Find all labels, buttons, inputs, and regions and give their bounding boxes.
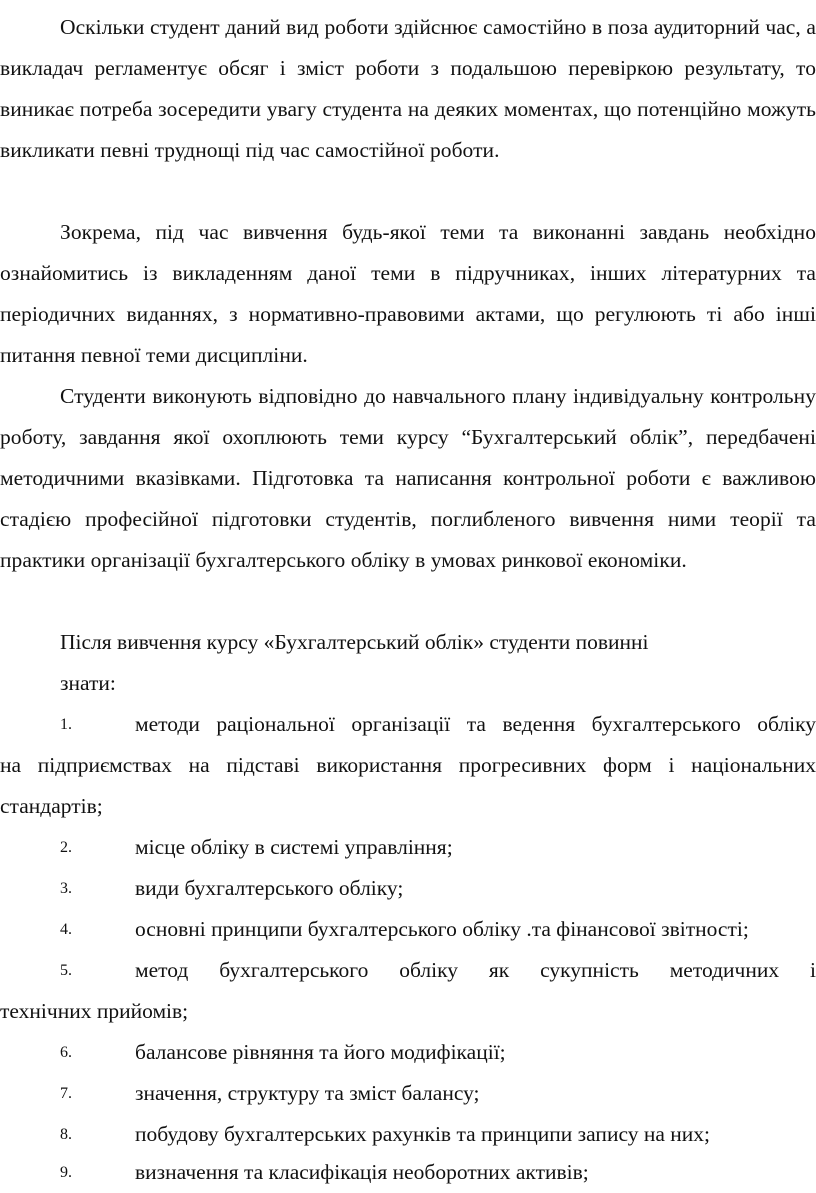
list-text: види бухгалтерського обліку;: [135, 876, 404, 900]
list-item: [0, 1152, 816, 1193]
list-text: місце обліку в системі управління;: [135, 835, 453, 859]
list-number: 1.: [60, 716, 72, 733]
paragraph-1: Оскільки студент даний вид роботи здійснює самостійно в поза аудиторний час, а викладач регламентує обсяг і зміст роботи з подальшою перевіркою результату, то виникає потреба зосередити увагу студента на деяких моментах, що потенційно можуть викликати певні труднощі під час самостійної роботи.: [0, 15, 816, 162]
paragraph-4: Після вивчення курсу «Бухгалтерський облік» студенти повинні: [60, 630, 649, 654]
list-number: 8.: [60, 1126, 72, 1143]
list-number: 4.: [60, 921, 72, 938]
list-text: методи раціональної організації та ведення бухгалтерського обліку: [135, 712, 816, 736]
list-item: [0, 1032, 816, 1073]
list-text: метод бухгалтерського обліку як сукупність методичних і: [135, 958, 816, 982]
paragraph-5: знати:: [60, 671, 116, 695]
list-text: балансове рівняння та його модифікації;: [135, 1040, 506, 1064]
list-text: основні принципи бухгалтерського обліку .та фінансової звітності;: [135, 917, 749, 941]
paragraph-3: Студенти виконують відповідно до навчального плану індивідуальну контрольну роботу, завдання якої охоплюють теми курсу “Бухгалтерський облік”, передбачені методичними вказівками. Підготовка та написання контрольної роботи є важливою стадією професійної підготовки студентів, поглибленого вивчення ними теорії та практики організації бухгалтерського обліку в умовах ринкової економіки.: [0, 384, 816, 572]
list-number: 5.: [60, 962, 72, 979]
list-item: [0, 1073, 816, 1114]
list-item: [0, 950, 816, 1032]
list-text: визначення та класифікація необоротних активів;: [135, 1160, 589, 1184]
paragraph-2: Зокрема, під час вивчення будь-якої теми та виконанні завдань необхідно ознайомитись із викладенням даної теми в підручниках, інших літературних та періодичних виданнях, з нормативно-правовими актами, що регулюють ті або інші питання певної теми дисципліни.: [0, 220, 816, 367]
list-text: значення, структуру та зміст балансу;: [135, 1081, 480, 1105]
list-number: 7.: [60, 1085, 72, 1102]
list-number: 2.: [60, 839, 72, 856]
list-number: 9.: [60, 1164, 72, 1181]
list-text-continued: технічних прийомів;: [0, 999, 189, 1023]
list-item: [0, 868, 816, 909]
list-item: [0, 827, 816, 868]
list-item: [0, 1114, 816, 1155]
list-item: [0, 704, 816, 827]
list-number: 6.: [60, 1044, 72, 1061]
list-number: 3.: [60, 880, 72, 897]
list-text-continued: на підприємствах на підставі використання прогресивних форм і національних стандартів;: [0, 753, 816, 818]
list-item: [0, 909, 816, 950]
list-text: побудову бухгалтерських рахунків та принципи запису на них;: [135, 1122, 710, 1146]
